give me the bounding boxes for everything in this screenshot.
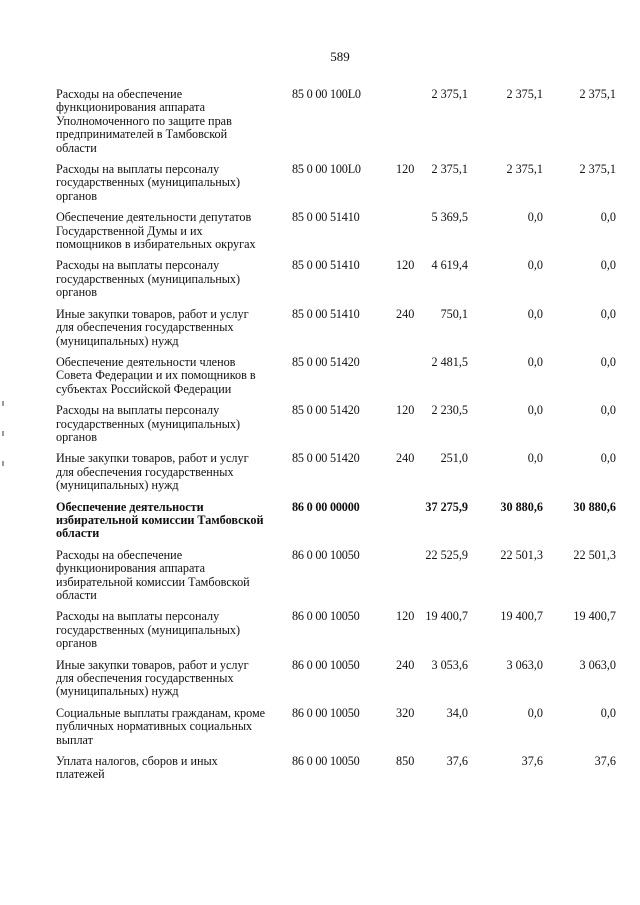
expense-name: Уплата налогов, сборов и иных платежей	[56, 754, 218, 782]
target-code: 85 0 00 51420	[292, 403, 360, 418]
expense-type: 850	[396, 754, 415, 769]
target-code: 85 0 00 51420	[292, 354, 360, 369]
table-row	[56, 549, 616, 603]
amount-year-3: 0,0	[600, 210, 616, 225]
target-code: 85 0 00 51410	[292, 306, 360, 321]
amount-year-2: 2 375,1	[506, 162, 543, 177]
amount-year-2: 2 375,1	[506, 87, 543, 101]
amount-year-3: 0,0	[600, 306, 616, 321]
amount-year-1: 22 525,9	[425, 547, 468, 562]
amount-year-1: 5 369,5	[431, 210, 468, 225]
expense-type: 120	[396, 609, 415, 624]
target-code: 86 0 00 10050	[292, 657, 360, 672]
amount-year-3: 30 880,6	[573, 499, 616, 514]
expense-name: Иные закупки товаров, работ и услуг для обеспечения государственных (муниципальных) нужд	[56, 306, 249, 348]
table-row	[56, 610, 616, 650]
amount-year-1: 37 275,9	[425, 499, 468, 514]
amount-year-2: 0,0	[527, 258, 543, 273]
amount-year-1: 2 230,5	[431, 403, 468, 418]
amount-year-1: 2 375,1	[431, 162, 468, 177]
expense-type: 120	[396, 162, 415, 177]
table-row	[56, 259, 616, 299]
target-code: 86 0 00 10050	[292, 705, 360, 720]
table-row	[56, 88, 616, 155]
expense-name: Обеспечение деятельности депутатов Государственной Думы и их помощников в избирательных округах	[56, 210, 256, 252]
amount-year-3: 0,0	[600, 705, 616, 720]
table-row	[56, 755, 616, 782]
amount-year-1: 3 053,6	[431, 657, 468, 672]
amount-year-3: 2 375,1	[579, 162, 616, 177]
amount-year-2: 0,0	[527, 451, 543, 466]
amount-year-2: 0,0	[527, 306, 543, 321]
expense-type: 120	[396, 258, 415, 273]
margin-mark	[2, 461, 4, 466]
expense-name: Иные закупки товаров, работ и услуг для обеспечения государственных (муниципальных) нужд	[56, 451, 249, 493]
amount-year-3: 0,0	[600, 451, 616, 466]
expense-type: 240	[396, 451, 415, 466]
amount-year-2: 37,6	[521, 754, 543, 769]
target-code: 86 0 00 10050	[292, 547, 360, 562]
expense-type: 120	[396, 403, 415, 418]
page-number: 589	[330, 49, 350, 64]
amount-year-1: 750,1	[440, 306, 468, 321]
table-row	[56, 211, 616, 251]
budget-table	[56, 88, 616, 790]
expense-type: 240	[396, 657, 415, 672]
amount-year-2: 0,0	[527, 403, 543, 418]
amount-year-2: 30 880,6	[500, 499, 543, 514]
expense-name: Расходы на выплаты персоналу государственных (муниципальных) органов	[56, 609, 241, 651]
target-code: 85 0 00 51410	[292, 210, 360, 225]
expense-type: 320	[396, 705, 415, 720]
amount-year-2: 19 400,7	[500, 609, 543, 624]
amount-year-1: 37,6	[446, 754, 468, 769]
amount-year-3: 3 063,0	[579, 657, 616, 672]
amount-year-3: 37,6	[594, 754, 616, 769]
amount-year-3: 2 375,1	[579, 87, 616, 101]
target-code: 85 0 00 51410	[292, 258, 360, 273]
amount-year-3: 0,0	[600, 354, 616, 369]
expense-name: Обеспечение деятельности членов Совета Федерации и их помощников в субъектах Российской Федерации	[56, 354, 256, 396]
target-code: 86 0 00 10050	[292, 754, 360, 769]
expense-name: Расходы на обеспечение функционирования аппарата избирательной комиссии Тамбовской области	[56, 547, 250, 602]
amount-year-3: 0,0	[600, 403, 616, 418]
amount-year-1: 4 619,4	[431, 258, 468, 273]
table-row	[56, 356, 616, 396]
expense-name: Расходы на обеспечение функционирования аппарата Уполномоченного по защите прав предпринимателей в Тамбовской области	[56, 87, 232, 155]
margin-mark	[2, 431, 4, 436]
table-row	[56, 659, 616, 699]
expense-name: Социальные выплаты гражданам, кроме публичных нормативных социальных выплат	[56, 705, 266, 747]
amount-year-1: 251,0	[440, 451, 468, 466]
expense-type: 240	[396, 306, 415, 321]
amount-year-1: 19 400,7	[425, 609, 468, 624]
margin-mark	[2, 401, 4, 406]
amount-year-3: 0,0	[600, 258, 616, 273]
amount-year-2: 0,0	[527, 210, 543, 225]
amount-year-3: 22 501,3	[573, 547, 616, 562]
amount-year-1: 2 375,1	[431, 87, 468, 101]
amount-year-1: 2 481,5	[431, 354, 468, 369]
target-code: 86 0 00 00000	[292, 499, 360, 514]
expense-name: Расходы на выплаты персоналу государственных (муниципальных) органов	[56, 403, 241, 444]
expense-name: Иные закупки товаров, работ и услуг для обеспечения государственных (муниципальных) нужд	[56, 657, 249, 699]
target-code: 86 0 00 10050	[292, 609, 360, 624]
table-row	[56, 452, 616, 492]
target-code: 85 0 00 100L0	[292, 87, 361, 101]
expense-name: Расходы на выплаты персоналу государственных (муниципальных) органов	[56, 258, 241, 300]
expense-name: Обеспечение деятельности избирательной комиссии Тамбовской области	[56, 499, 264, 541]
target-code: 85 0 00 51420	[292, 451, 360, 466]
table-row	[56, 404, 616, 444]
table-row-section	[56, 501, 616, 541]
amount-year-2: 0,0	[527, 354, 543, 369]
expense-name: Расходы на выплаты персоналу государственных (муниципальных) органов	[56, 162, 241, 203]
table-row	[56, 308, 616, 348]
amount-year-2: 22 501,3	[500, 547, 543, 562]
amount-year-1: 34,0	[446, 705, 468, 720]
amount-year-3: 19 400,7	[573, 609, 616, 624]
table-row	[56, 163, 616, 203]
table-row	[56, 707, 616, 747]
amount-year-2: 0,0	[527, 705, 543, 720]
target-code: 85 0 00 100L0	[292, 162, 361, 177]
amount-year-2: 3 063,0	[506, 657, 543, 672]
